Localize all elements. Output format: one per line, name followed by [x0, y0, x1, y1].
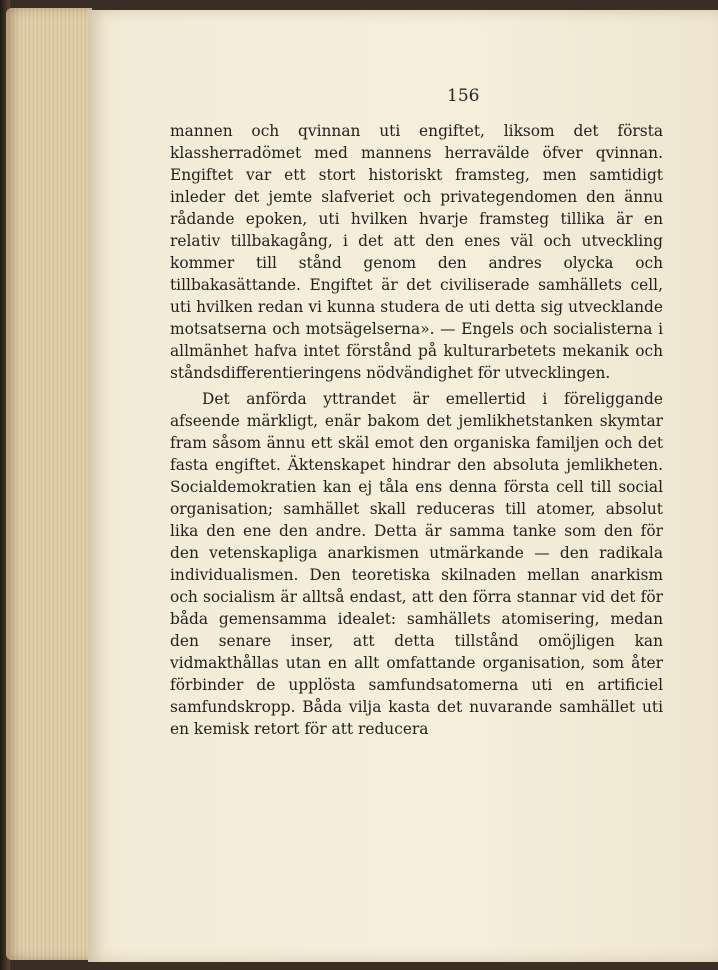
paragraph-2: Det anförda yttrandet är emellertid i föreliggande afseende märkligt, enär bakom det jemlikhetstanken skymtar fram såsom ännu ett skäl emot den organiska familjen och det fasta engiftet. Äktenskapet hindrar den absoluta jemlikheten. Socialdemokratien kan ej tåla ens denna första cell till social organisation; samhället skall reduceras till atomer, absolut lika den ene den andre. Detta är samma tanke som den för den vetenskapliga anarkismen utmärkande — den radikala individualismen. Den teoretiska skilnaden mellan anarkism och socialism är alltså endast, att den förra stannar vid det för båda gemensamma idealet: samhällets atomisering, medan den senare inser, att detta tillstånd omöjligen kan vidmakthållas utan en allt omfattande organisation, som åter förbinder de upplösta samfundsatomerna uti en artificiel samfundskropp. Båda vilja kasta det nuvarande samhället uti en kemisk retort för att reducera	[170, 390, 663, 738]
paragraph-1: mannen och qvinnan uti engiftet, liksom det första klassherradömet med mannens herravälde öfver qvinnan. Engiftet var ett stort historiskt framsteg, men samtidigt inleder det jemte slafveriet och privategendomen den ännu rådande epoken, uti hvilken hvarje framsteg tillika är en relativ tillbakagång, i det att den enes väl och utveckling kommer till stånd genom den andres olycka och tillbakasättande. Engiftet är det civiliserade samhällets cell, uti hvilken redan vi kunna studera de uti detta sig utvecklande motsatserna och motsägelserna». — Engels och socialisterna i allmänhet hafva intet förstånd på kulturarbetets mekanik och ståndsdifferentieringens nödvändighet för utvecklingen.	[170, 122, 663, 382]
page-edges	[6, 8, 92, 960]
page-number: 156	[447, 86, 480, 106]
body-text	[170, 120, 663, 740]
